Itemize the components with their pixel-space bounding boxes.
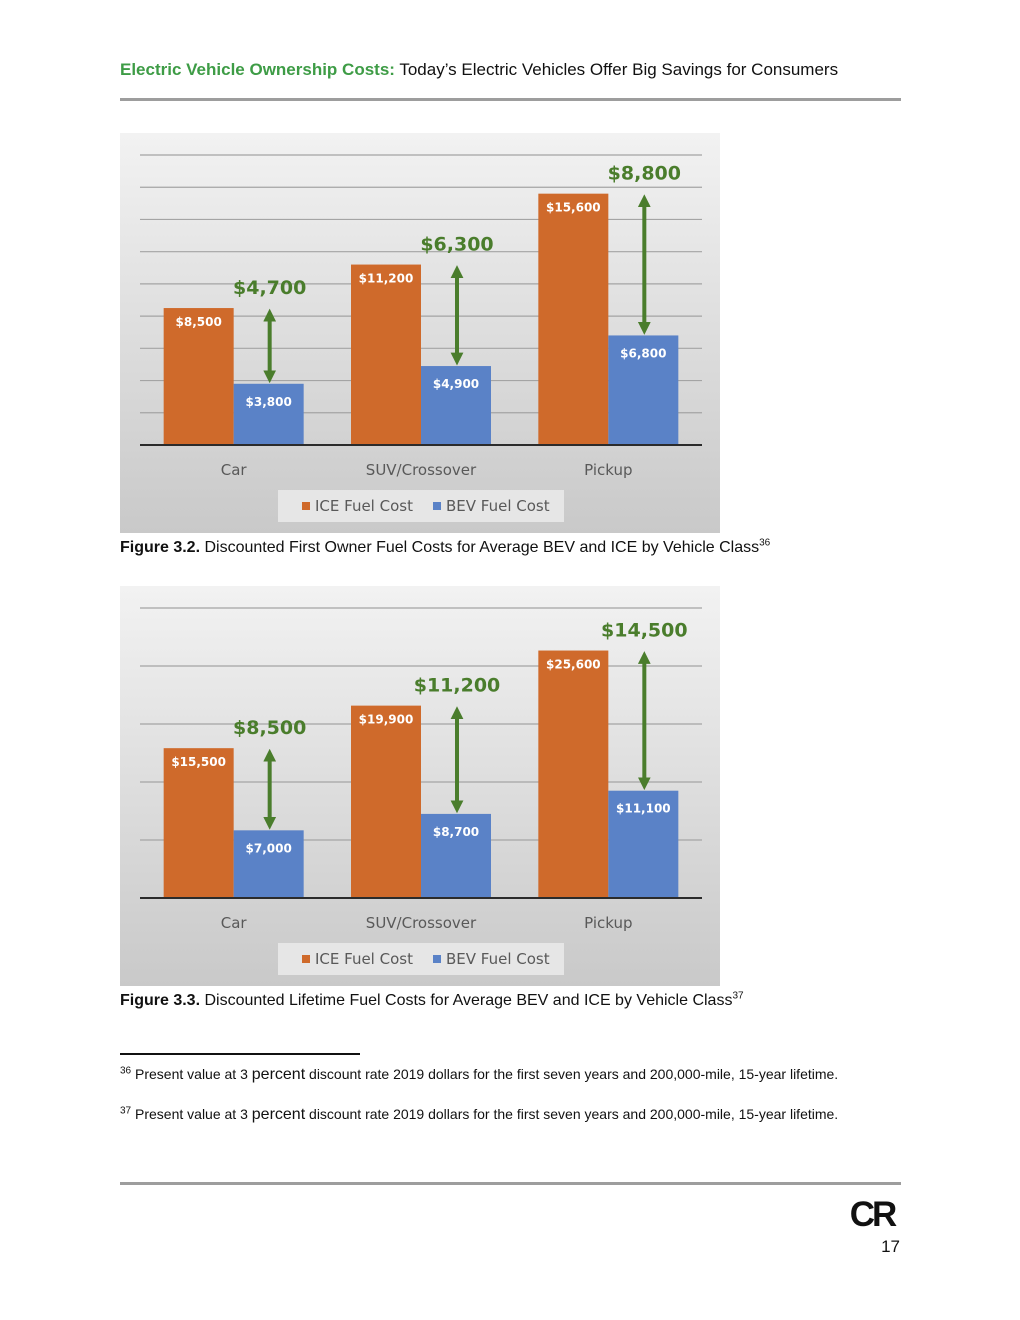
legend-label-ice: ICE Fuel Cost — [315, 497, 413, 515]
legend-swatch-ice — [302, 955, 310, 963]
page-number: 17 — [881, 1237, 900, 1256]
ice-bar — [351, 265, 421, 445]
ice-value-label: $8,500 — [175, 315, 222, 330]
category-label: Car — [220, 461, 247, 479]
ice-value-label: $11,200 — [358, 271, 414, 286]
bev-value-label: $7,000 — [245, 841, 292, 856]
bev-value-label: $11,100 — [616, 801, 671, 816]
figure-3-3-chart — [120, 586, 720, 986]
figure-label: Figure 3.3. — [120, 992, 201, 1009]
category-label: SUV/Crossover — [365, 461, 477, 479]
ice-value-label: $19,900 — [358, 712, 414, 727]
footnote-ref[interactable]: 37 — [732, 990, 744, 1002]
footnote-separator — [120, 1053, 360, 1055]
savings-label: $4,700 — [233, 277, 307, 300]
footnote-text: discount rate 2019 dollars for the first seven years and 200,000-mile, 15-year lifetime. — [305, 1066, 839, 1082]
figure-label: Figure 3.2. — [120, 539, 201, 556]
footnote-36 — [120, 1064, 890, 1085]
header-accent: Electric Vehicle Ownership Costs: — [120, 60, 395, 79]
figure-caption-text: Discounted Lifetime Fuel Costs for Average BEV and ICE by Vehicle Class — [200, 992, 733, 1009]
footnote-text: percent — [251, 1066, 306, 1083]
bev-value-label: $3,800 — [245, 394, 292, 409]
ice-bar — [351, 706, 421, 898]
ice-bar — [538, 194, 608, 445]
bev-value-label: $6,800 — [620, 346, 667, 361]
footer-rule — [120, 1182, 901, 1185]
ice-bar — [164, 748, 234, 898]
legend-label-ice: ICE Fuel Cost — [315, 950, 413, 968]
ice-value-label: $25,600 — [546, 657, 601, 672]
footnote-number: 37 — [120, 1105, 132, 1117]
bev-value-label: $4,900 — [432, 377, 480, 392]
legend-swatch-bev — [433, 955, 441, 963]
figure-caption-text: Discounted First Owner Fuel Costs for Average BEV and ICE by Vehicle Class — [200, 539, 760, 556]
cr-logo-text: CR — [849, 1196, 895, 1230]
ice-value-label: $15,600 — [546, 200, 601, 215]
savings-label: $11,200 — [413, 674, 501, 697]
category-label: SUV/Crossover — [365, 914, 477, 932]
bev-bar — [234, 384, 304, 445]
savings-label: $14,500 — [601, 619, 688, 642]
legend-label-bev: BEV Fuel Cost — [446, 950, 550, 968]
header-title: Today’s Electric Vehicles Offer Big Savings for Consumers — [394, 60, 839, 79]
header-rule — [120, 98, 901, 101]
figure-3-3-caption — [120, 992, 744, 1010]
footnote-text: discount rate 2019 dollars for the first seven years and 200,000-mile, 15-year lifetime. — [305, 1106, 839, 1122]
figure-3-2-caption — [120, 539, 770, 557]
footnote-37 — [120, 1104, 890, 1125]
footnote-text: percent — [251, 1106, 306, 1123]
savings-label: $8,800 — [607, 162, 681, 185]
ice-bar — [538, 651, 608, 898]
savings-label: $8,500 — [233, 717, 307, 740]
legend-swatch-ice — [302, 502, 310, 510]
savings-label: $6,300 — [420, 233, 494, 256]
footnote-text: Present value at 3 — [131, 1106, 252, 1122]
footnote-ref[interactable]: 36 — [759, 537, 771, 549]
page-header — [120, 60, 838, 80]
footnote-text: Present value at 3 — [131, 1066, 252, 1082]
figure-3-2-chart — [120, 133, 720, 533]
ice-value-label: $15,500 — [171, 755, 226, 770]
bev-value-label: $8,700 — [432, 824, 480, 839]
category-label: Pickup — [584, 914, 633, 932]
legend-swatch-bev — [433, 502, 441, 510]
category-label: Car — [220, 914, 247, 932]
category-label: Pickup — [584, 461, 633, 479]
legend-label-bev: BEV Fuel Cost — [446, 497, 550, 515]
footnote-number: 36 — [120, 1065, 132, 1077]
cr-logo — [846, 1196, 898, 1230]
